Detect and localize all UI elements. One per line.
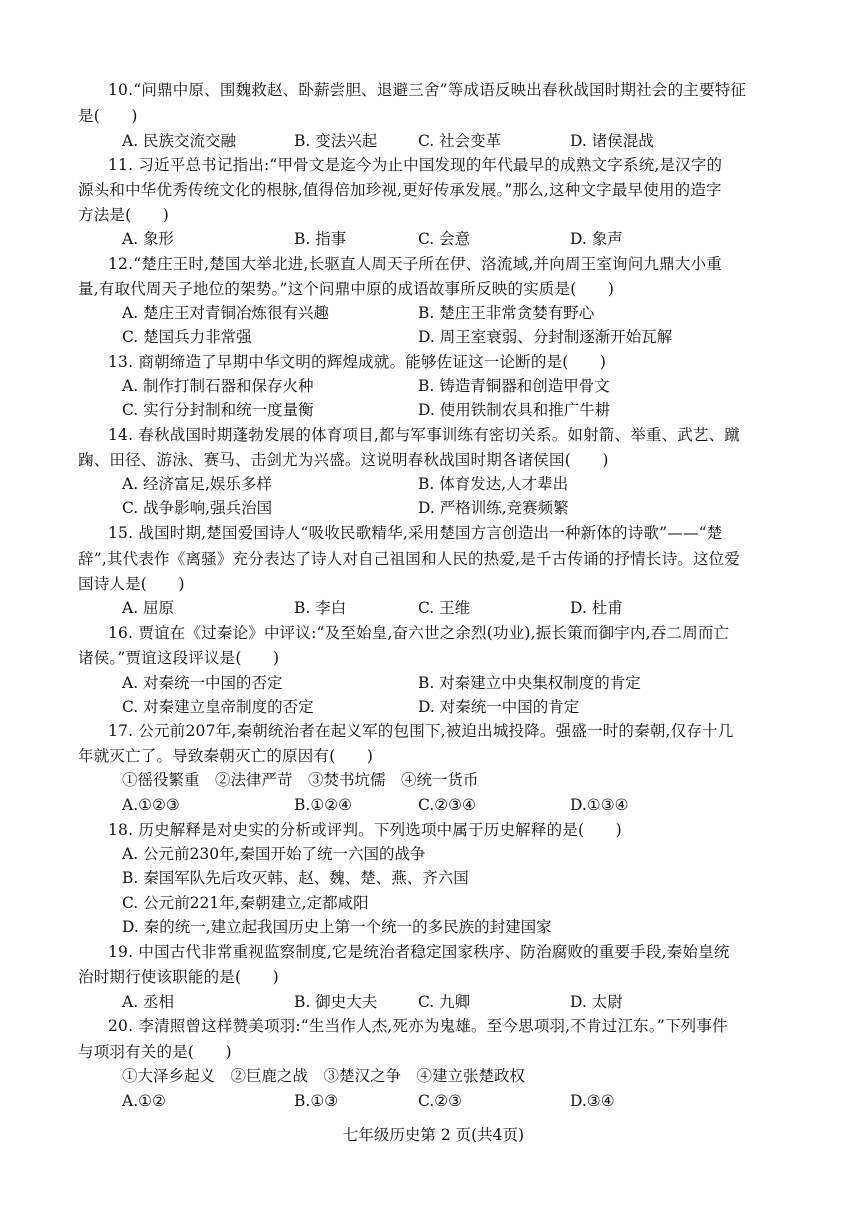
question-11-option-b: B. 指事 bbox=[294, 230, 347, 248]
question-15-text-line: 国诗人是( ) bbox=[78, 575, 185, 593]
question-15-text-line: 15. 战国时期,楚国爱国诗人“吸收民歌精华,采用楚国方言创造出一种新体的诗歌”——“楚 bbox=[108, 524, 723, 542]
question-13-option-c: C. 实行分封制和统一度量衡 bbox=[122, 401, 314, 419]
question-18-option-c: C. 公元前221年,秦朝建立,定都咸阳 bbox=[122, 894, 369, 912]
question-19-option-c: C. 九卿 bbox=[418, 993, 471, 1011]
question-12-option-b: B. 楚庄王非常贪婪有野心 bbox=[418, 304, 595, 322]
question-15-option-b: B. 李白 bbox=[294, 599, 347, 617]
question-18-option-a: A. 公元前230年,秦国开始了统一六国的战争 bbox=[122, 845, 426, 863]
question-19-option-b: B. 御史大夫 bbox=[294, 993, 378, 1011]
question-10-option-d: D. 诸侯混战 bbox=[570, 132, 654, 150]
question-20-option-a: A.①② bbox=[122, 1092, 166, 1110]
question-15-option-a: A. 屈原 bbox=[122, 599, 175, 617]
question-20-text-line: 与项羽有关的是( ) bbox=[78, 1043, 232, 1061]
question-20-option-c: C.②③ bbox=[418, 1092, 463, 1110]
question-14-text-line: 14. 春秋战国时期蓬勃发展的体育项目,都与军事训练有密切关系。如射箭、举重、武艺、蹴 bbox=[108, 426, 741, 444]
page-footer: 七年级历史第 2 页(共4页) bbox=[342, 1126, 525, 1144]
question-17-text-line: 年就灭亡了。导致秦朝灭亡的原因有( ) bbox=[78, 747, 374, 765]
question-16-option-a: A. 对秦统一中国的否定 bbox=[122, 674, 283, 692]
question-14-text-line: 踘、田径、游泳、赛马、击剑尤为兴盛。这说明春秋战国时期各诸侯国( ) bbox=[78, 451, 609, 469]
question-18-option-b: B. 秦国军队先后攻灭韩、赵、魏、楚、燕、齐六国 bbox=[122, 869, 469, 887]
question-14-option-d: D. 严格训练,竞赛频繁 bbox=[418, 499, 569, 517]
question-19-text-line: 19. 中国古代非常重视监察制度,它是统治者稳定国家秩序、防治腐败的重要手段,秦始皇统 bbox=[108, 943, 730, 961]
question-19-option-a: A. 丞相 bbox=[122, 993, 175, 1011]
question-16-option-d: D. 对秦统一中国的肯定 bbox=[418, 698, 580, 716]
question-10-text-line: 是( ) bbox=[78, 107, 138, 125]
question-11-text-line: 11. 习近平总书记指出:“甲骨文是迄今为止中国发现的年代最早的成熟文字系统,是汉字的 bbox=[108, 156, 723, 174]
question-11-option-c: C. 会意 bbox=[418, 230, 471, 248]
question-12-text-line: 12.“楚庄王时,楚国大举北进,长驱直人周天子所在伊、洛流域,并向周王室询问九鼎大小重 bbox=[108, 255, 722, 273]
question-17-option-b: B.①②④ bbox=[294, 796, 353, 814]
question-12-text-line: 量,有取代周天子地位的架势。”这个问鼎中原的成语故事所反映的实质是( ) bbox=[78, 280, 615, 298]
question-12-option-c: C. 楚国兵力非常强 bbox=[122, 328, 252, 346]
question-10-option-b: B. 变法兴起 bbox=[294, 132, 378, 150]
question-11-text-line: 方法是( ) bbox=[78, 206, 169, 224]
question-17-option-d: D.①③④ bbox=[570, 796, 629, 814]
question-20-option-d: D.③④ bbox=[570, 1092, 615, 1110]
question-20-text-line: 20. 李清照曾这样赞美项羽:“生当作人杰,死亦为鬼雄。至今思项羽,不肯过江东。”下列事件 bbox=[108, 1017, 728, 1035]
question-19-text-line: 治时期行使该职能的是( ) bbox=[78, 968, 279, 986]
question-15-option-c: C. 王维 bbox=[418, 599, 471, 617]
question-14-option-a: A. 经济富足,娱乐多样 bbox=[122, 475, 272, 493]
question-16-text-line: 16. 贾谊在《过秦论》中评议:“及至始皇,奋六世之余烈(功业),振长策而御宇内,吞二周而亡 bbox=[108, 624, 730, 642]
question-11-option-d: D. 象声 bbox=[570, 230, 623, 248]
question-15-text-line: 辞”,其代表作《离骚》充分表达了诗人对自己祖国和人民的热爱,是千古传诵的抒情长诗。这位爱 bbox=[78, 550, 741, 568]
question-13-option-a: A. 制作打制石器和保存火种 bbox=[122, 377, 314, 395]
question-17-option-c: C.②③④ bbox=[418, 796, 476, 814]
question-18-text-line: 18. 历史解释是对史实的分析或评判。下列选项中属于历史解释的是( ) bbox=[108, 821, 622, 839]
question-16-option-c: C. 对秦建立皇帝制度的否定 bbox=[122, 698, 314, 716]
question-14-option-b: B. 体育发达,人才辈出 bbox=[418, 475, 569, 493]
question-13-option-d: D. 使用铁制农具和推广牛耕 bbox=[418, 401, 611, 419]
question-10-text-line: 10.“问鼎中原、围魏救赵、卧薪尝胆、退避三舍”等成语反映出春秋战国时期社会的主要特征 bbox=[108, 81, 747, 99]
question-17-option-a: A.①②③ bbox=[122, 796, 180, 814]
question-12-option-a: A. 楚庄王对青铜冶炼很有兴趣 bbox=[122, 304, 330, 322]
question-20-option-b: B.①③ bbox=[294, 1092, 339, 1110]
question-20-item-list: ①大泽乡起义 ②巨鹿之战 ③楚汉之争 ④建立张楚政权 bbox=[122, 1067, 526, 1085]
question-18-option-d: D. 秦的统一,建立起我国历史上第一个统一的多民族的封建国家 bbox=[122, 918, 552, 936]
question-14-option-c: C. 战争影响,强兵治国 bbox=[122, 499, 273, 517]
question-11-text-line: 源头和中华优秀传统文化的根脉,值得倍加珍视,更好传承发展。”那么,这种文字最早使用的造字 bbox=[78, 181, 722, 199]
question-17-text-line: 17. 公元前207年,秦朝统治者在起义军的包围下,被迫出城投降。强盛一时的秦朝,仅存十几 bbox=[108, 722, 734, 740]
question-19-option-d: D. 太尉 bbox=[570, 993, 623, 1011]
question-13-option-b: B. 铸造青铜器和创造甲骨文 bbox=[418, 377, 610, 395]
question-10-option-a: A. 民族交流交融 bbox=[122, 132, 237, 150]
question-15-option-d: D. 杜甫 bbox=[570, 599, 623, 617]
question-10-option-c: C. 社会变革 bbox=[418, 132, 502, 150]
question-12-option-d: D. 周王室衰弱、分封制逐渐开始瓦解 bbox=[418, 328, 673, 346]
question-11-option-a: A. 象形 bbox=[122, 230, 175, 248]
question-16-option-b: B. 对秦建立中央集权制度的肯定 bbox=[418, 674, 641, 692]
question-17-item-list: ①徭役繁重 ②法律严苛 ③焚书坑儒 ④统一货币 bbox=[122, 771, 479, 789]
question-16-text-line: 诸侯。”贾谊这段评议是( ) bbox=[78, 649, 280, 667]
question-13-text-line: 13. 商朝缔造了早期中华文明的辉煌成就。能够佐证这一论断的是( ) bbox=[108, 353, 607, 371]
